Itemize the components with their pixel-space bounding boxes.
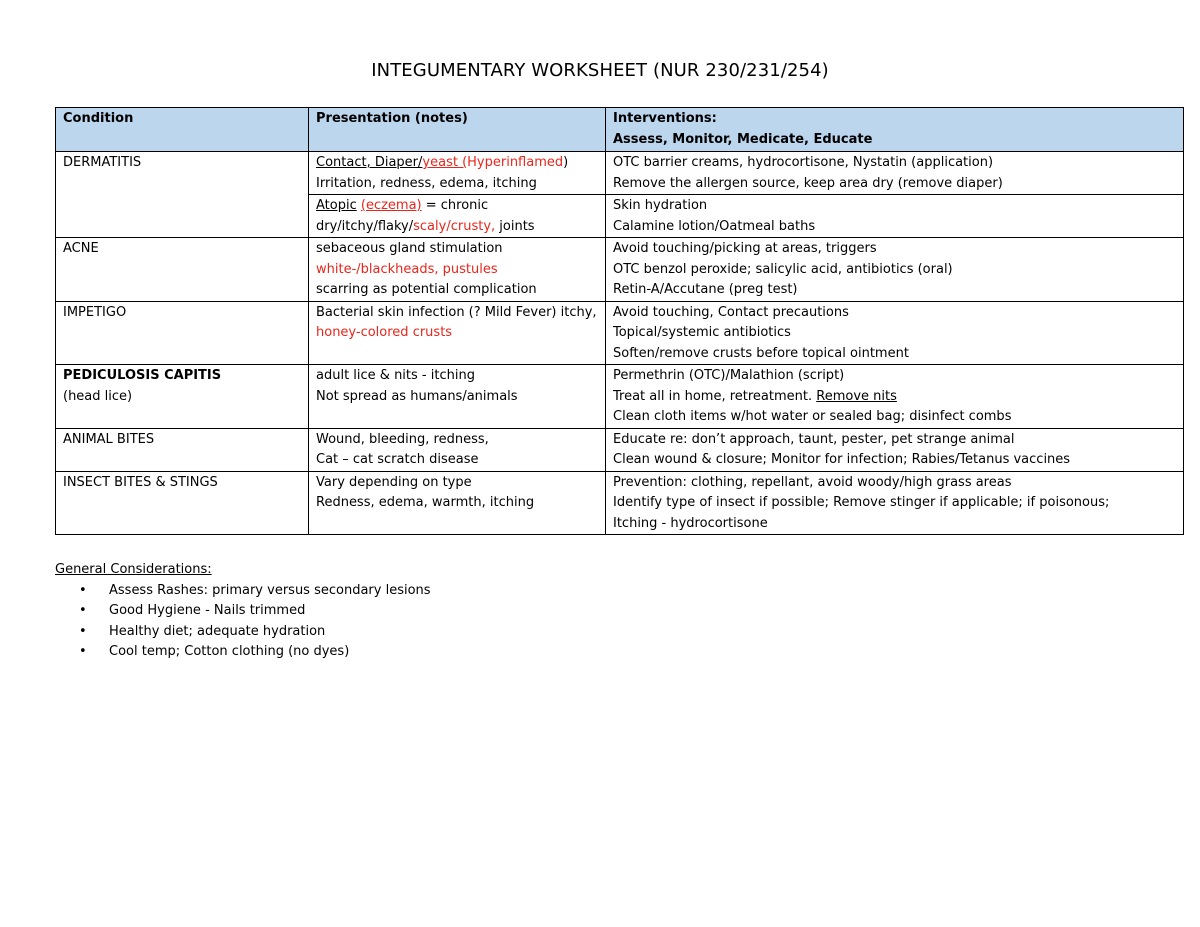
list-item <box>55 601 431 622</box>
general-considerations-list <box>55 581 431 663</box>
header-condition: Condition <box>56 108 309 152</box>
presentation-line: Wound, bleeding, redness, <box>316 431 489 447</box>
intervention-line: Calamine lotion/Oatmeal baths <box>613 218 816 234</box>
condition-cell <box>56 471 309 535</box>
condition-acne: ACNE <box>63 241 99 256</box>
interventions-cell <box>606 195 1184 238</box>
condition-cell <box>56 428 309 471</box>
presentation-cell <box>309 471 606 535</box>
condition-dermatitis: DERMATITIS <box>63 155 142 170</box>
eczema-text: (eczema) <box>360 198 422 213</box>
presentation-cell <box>309 301 606 365</box>
interventions-cell <box>606 301 1184 365</box>
presentation-cell <box>309 428 606 471</box>
presentation-cell <box>309 195 606 238</box>
table-row <box>56 365 1184 429</box>
header-interventions <box>606 108 1184 152</box>
condition-cell <box>56 238 309 302</box>
list-item <box>55 622 431 643</box>
interventions-cell <box>606 471 1184 535</box>
table-row <box>56 238 1184 302</box>
presentation-line: Vary depending on type <box>316 474 472 490</box>
interventions-cell <box>606 428 1184 471</box>
bullet-icon: • <box>79 644 87 659</box>
condition-pediculosis: PEDICULOSIS CAPITIS <box>63 368 222 383</box>
presentation-line <box>316 217 598 238</box>
interventions-cell <box>606 238 1184 302</box>
remove-nits-text: Remove nits <box>816 388 897 404</box>
header-presentation: Presentation (notes) <box>309 108 606 152</box>
intervention-line: Clean wound & closure; Monitor for infection; Rabies/Tetanus vaccines <box>613 452 1071 467</box>
table-row <box>56 471 1184 535</box>
interventions-cell <box>606 365 1184 429</box>
intervention-line: OTC barrier creams, hydrocortisone, Nystatin (application) <box>613 155 994 170</box>
yeast-text: yeast ( <box>422 155 468 170</box>
intervention-line: Clean cloth items w/hot water or sealed bag; disinfect combs <box>613 409 1012 424</box>
condition-cell <box>56 301 309 365</box>
list-item <box>55 581 431 602</box>
intervention-line: Remove the allergen source, keep area dry (remove diaper) <box>613 175 1003 191</box>
presentation-line: honey-colored crusts <box>316 325 453 340</box>
list-item-text: Cool temp; Cotton clothing (no dyes) <box>109 644 350 659</box>
table-row <box>56 152 1184 195</box>
presentation-line: white-/blackheads, pustules <box>316 261 498 277</box>
bullet-icon: • <box>79 603 87 618</box>
condition-cell <box>56 365 309 429</box>
scaly-crusty-text: scaly/crusty, <box>413 218 496 234</box>
joints-text: joints <box>495 218 535 234</box>
presentation-line: Irritation, redness, edema, itching <box>316 175 537 191</box>
presentation-line <box>316 196 598 217</box>
presentation-line: sebaceous gland stimulation <box>316 241 503 256</box>
presentation-line: adult lice & nits - itching <box>316 368 475 383</box>
intervention-line: Itching - hydrocortisone <box>613 515 768 531</box>
contact-diaper-text: Contact, Diaper/ <box>316 155 423 170</box>
atopic-text: Atopic <box>316 198 357 213</box>
table-header-row <box>56 108 1184 152</box>
intervention-line: Skin hydration <box>613 198 708 213</box>
list-item-text: Healthy diet; adequate hydration <box>109 623 326 639</box>
dry-itchy-text: dry/itchy/flaky/ <box>316 218 414 234</box>
intervention-line: Avoid touching, Contact precautions <box>613 304 849 320</box>
condition-insect-bites: INSECT BITES & STINGS <box>63 474 218 490</box>
presentation-line: Bacterial skin infection (? Mild Fever) itchy, <box>316 304 597 320</box>
presentation-cell <box>309 365 606 429</box>
presentation-line: scarring as potential complication <box>316 282 537 297</box>
intervention-line: Identify type of insect if possible; Remove stinger if applicable; if poisonous; <box>613 495 1110 510</box>
worksheet-table <box>55 107 1184 535</box>
condition-impetigo: IMPETIGO <box>63 304 127 320</box>
intervention-line <box>613 387 1176 408</box>
intervention-line: Topical/systemic antibiotics <box>613 325 791 340</box>
list-item-text: Good Hygiene - Nails trimmed <box>109 603 306 618</box>
general-considerations-header: General Considerations: <box>55 562 212 577</box>
presentation-cell <box>309 238 606 302</box>
chronic-text: = chronic <box>421 198 489 213</box>
condition-animal-bites: ANIMAL BITES <box>63 431 155 447</box>
page-title: INTEGUMENTARY WORKSHEET (NUR 230/231/254) <box>371 60 829 81</box>
condition-cell <box>56 152 309 238</box>
presentation-line <box>316 153 598 174</box>
paren-close-text: ) <box>563 155 569 170</box>
intervention-line: Educate re: don’t approach, taunt, pester, pet strange animal <box>613 431 1015 447</box>
intervention-line: Prevention: clothing, repellant, avoid woody/high grass areas <box>613 474 1012 490</box>
presentation-line: Not spread as humans/animals <box>316 388 518 404</box>
condition-subtitle: (head lice) <box>63 388 133 404</box>
bullet-icon: • <box>79 582 87 598</box>
intervention-line: Retin-A/Accutane (preg test) <box>613 282 798 297</box>
presentation-cell <box>309 152 606 195</box>
hyperinflamed-text: Hyperinflamed <box>467 155 564 170</box>
intervention-line: Soften/remove crusts before topical ointment <box>613 345 909 361</box>
bullet-icon: • <box>79 623 87 639</box>
header-interventions-sub: Assess, Monitor, Medicate, Educate <box>613 131 873 147</box>
presentation-line: Cat – cat scratch disease <box>316 452 479 467</box>
general-considerations <box>55 560 431 663</box>
list-item-text: Assess Rashes: primary versus secondary lesions <box>109 582 431 598</box>
list-item <box>55 642 431 663</box>
intervention-line: Avoid touching/picking at areas, triggers <box>613 241 877 256</box>
treat-all-text: Treat all in home, retreatment. <box>613 388 817 404</box>
intervention-line: Permethrin (OTC)/Malathion (script) <box>613 368 845 383</box>
presentation-line: Redness, edema, warmth, itching <box>316 495 535 510</box>
intervention-line: OTC benzol peroxide; salicylic acid, antibiotics (oral) <box>613 261 953 277</box>
interventions-cell <box>606 152 1184 195</box>
header-interventions-title: Interventions: <box>613 111 717 126</box>
table-row <box>56 301 1184 365</box>
table-row <box>56 428 1184 471</box>
